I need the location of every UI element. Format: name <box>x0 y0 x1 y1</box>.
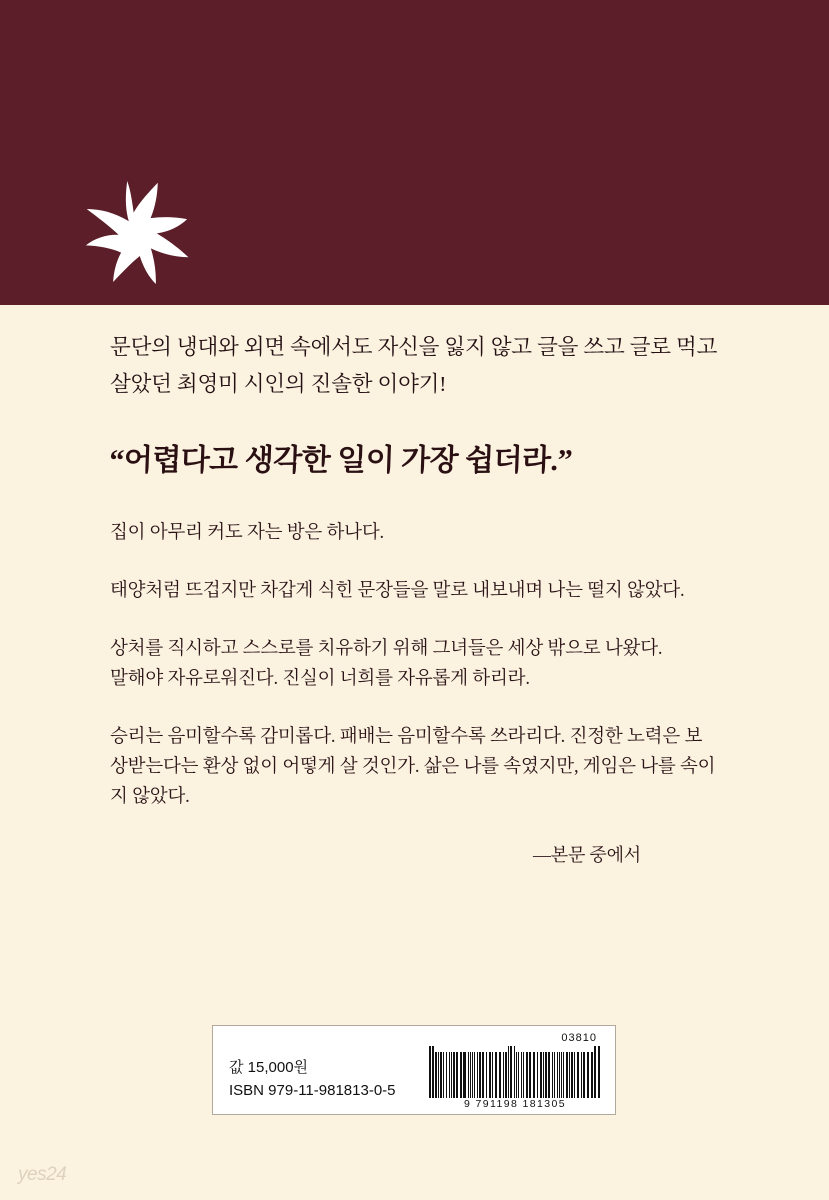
lead-line-2: 글을 쓰고 글로 먹고 살았던 최영미 시인의 진솔한 이야기! <box>110 335 718 396</box>
ean-barcode-icon <box>429 1046 601 1098</box>
price-isbn-area <box>229 1056 396 1103</box>
lead-line-1: 문단의 냉대와 외면 속에서도 자신을 잃지 않고 <box>110 335 532 359</box>
lead-paragraph <box>0 305 829 403</box>
ean-digits: 9 791198 181305 <box>464 1098 566 1110</box>
excerpt-line: 태양처럼 뜨겁지만 차갑게 식힌 문장들을 말로 내보내며 나는 떨지 않았다. <box>110 580 685 601</box>
leaf-mark-icon <box>70 178 200 288</box>
excerpt-line: 상처를 직시하고 스스로를 치유하기 위해 그녀들은 세상 밖으로 나왔다. <box>110 638 663 659</box>
excerpt-block <box>0 479 829 870</box>
excerpt-paragraph <box>110 519 719 549</box>
site-watermark: yes24 <box>18 1164 67 1185</box>
isbn-label: ISBN 979-11-981813-0-5 <box>229 1082 396 1100</box>
excerpt-line: 삶은 나를 속였지만, 게임은 나를 속이지 않았다. <box>110 756 716 807</box>
headline-quote: “어렵다고 생각한 일이 가장 쉽더라.” <box>108 443 573 477</box>
excerpt-line: 패배는 음미할수록 쓰라리다. <box>339 726 566 747</box>
excerpt-line: 말해야 자유로워진다. 진실이 너희를 자유롭게 하리라. <box>110 668 530 689</box>
excerpt-line: 진정한 노력은 보상받는다는 환상 없이 어떻게 살 것인가. <box>110 726 703 777</box>
isbn-supplement-code: 03810 <box>561 1032 597 1044</box>
cover-text-content <box>0 305 829 870</box>
barcode-box <box>212 1025 616 1115</box>
excerpt-paragraph <box>110 577 719 607</box>
top-color-band <box>0 0 829 305</box>
excerpt-line: 집이 아무리 커도 자는 방은 하나다. <box>110 522 384 543</box>
excerpt-line: 승리는 음미할수록 감미롭다. <box>110 726 336 747</box>
excerpt-attribution: ―본문 중에서 <box>532 844 641 865</box>
price-label: 값 15,000원 <box>229 1059 309 1076</box>
excerpt-paragraph <box>110 723 719 813</box>
excerpt-paragraph <box>110 635 719 695</box>
